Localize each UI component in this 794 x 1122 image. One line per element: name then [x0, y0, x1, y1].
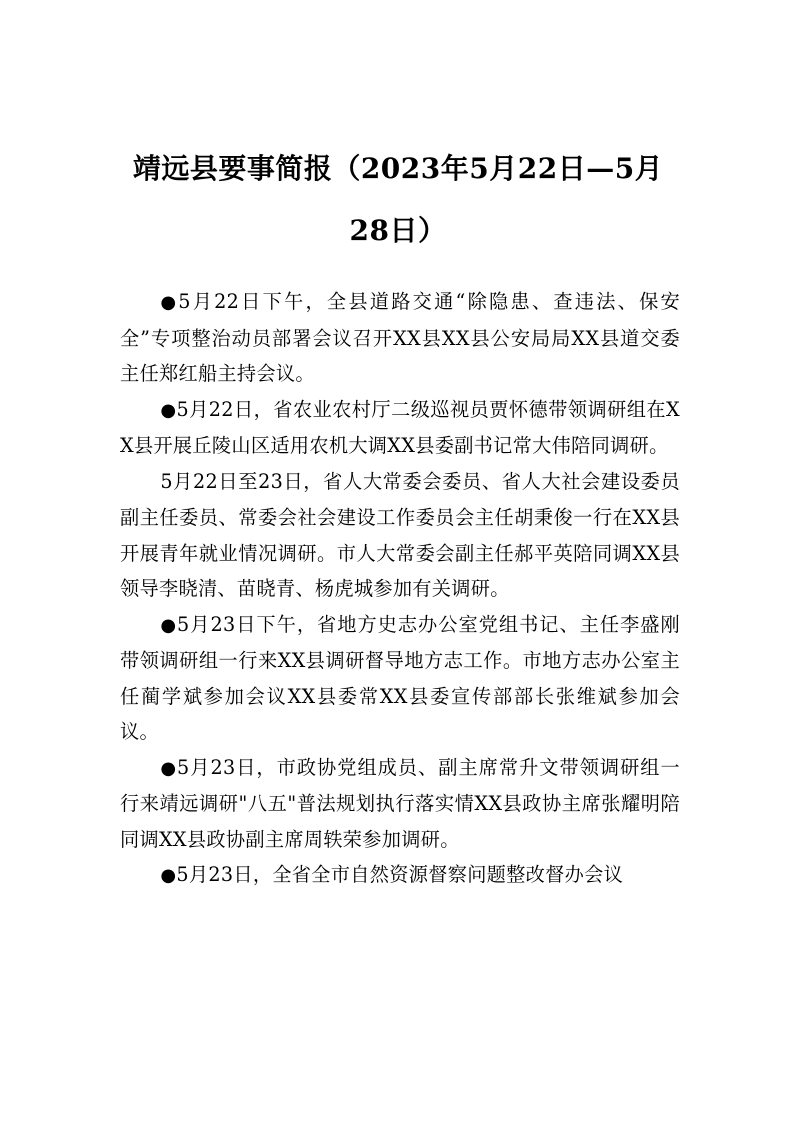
news-item-text: 5月23日下午，省地方史志办公室党组书记、主任李盛刚带领调研组一行来XX县调研督导地方志工作。市地方志办公室主任蔺学斌参加会议XX县委常XX县委宣传部部长张维斌参加会议。 — [120, 612, 681, 743]
news-item — [120, 750, 680, 858]
news-item — [120, 284, 680, 392]
document-body — [120, 284, 680, 894]
news-item-text: 5月23日，全省全市自然资源督察问题整改督办会议 — [176, 863, 624, 886]
news-item-text: 5月22日，省农业农村厅二级巡视员贾怀德带领调研组在XX县开展丘陵山区适用农机大调XX县委副书记常大伟陪同调研。 — [120, 397, 680, 457]
news-item-text: 5月23日，市政协党组成员、副主席常升文带领调研组一行来靖远调研"八五"普法规划执行落实情XX县政协主席张耀明陪同调XX县政协副主席周轶荣参加调研。 — [120, 755, 681, 851]
bullet-icon: ● — [160, 292, 179, 313]
bullet-icon: ● — [160, 399, 177, 421]
bullet-icon: ● — [160, 757, 178, 779]
news-item — [120, 857, 680, 894]
page-title: 靖远县要事简报（2023年5月22日—5月28日） — [132, 152, 664, 247]
news-item — [120, 464, 680, 607]
news-item-text: 5月22日至23日，省人大常委会委员、省人大社会建设委员副主任委员、常委会社会建设工作委员会主任胡秉俊一行在XX县开展青年就业情况调研。市人大常委会副主任郝平英陪同调XX县领导李晓清、苗晓青、杨虎城参加有关调研。 — [120, 469, 680, 600]
news-item-text: 5月22日下午，全县道路交通“除隐患、查违法、保安全”专项整治动员部署会议召开XX县XX县公安局局XX县道交委主任郑红船主持会议。 — [120, 290, 680, 385]
news-item — [120, 392, 680, 464]
bullet-icon: ● — [160, 614, 178, 636]
bullet-icon: ● — [160, 865, 177, 886]
news-item — [120, 607, 680, 750]
